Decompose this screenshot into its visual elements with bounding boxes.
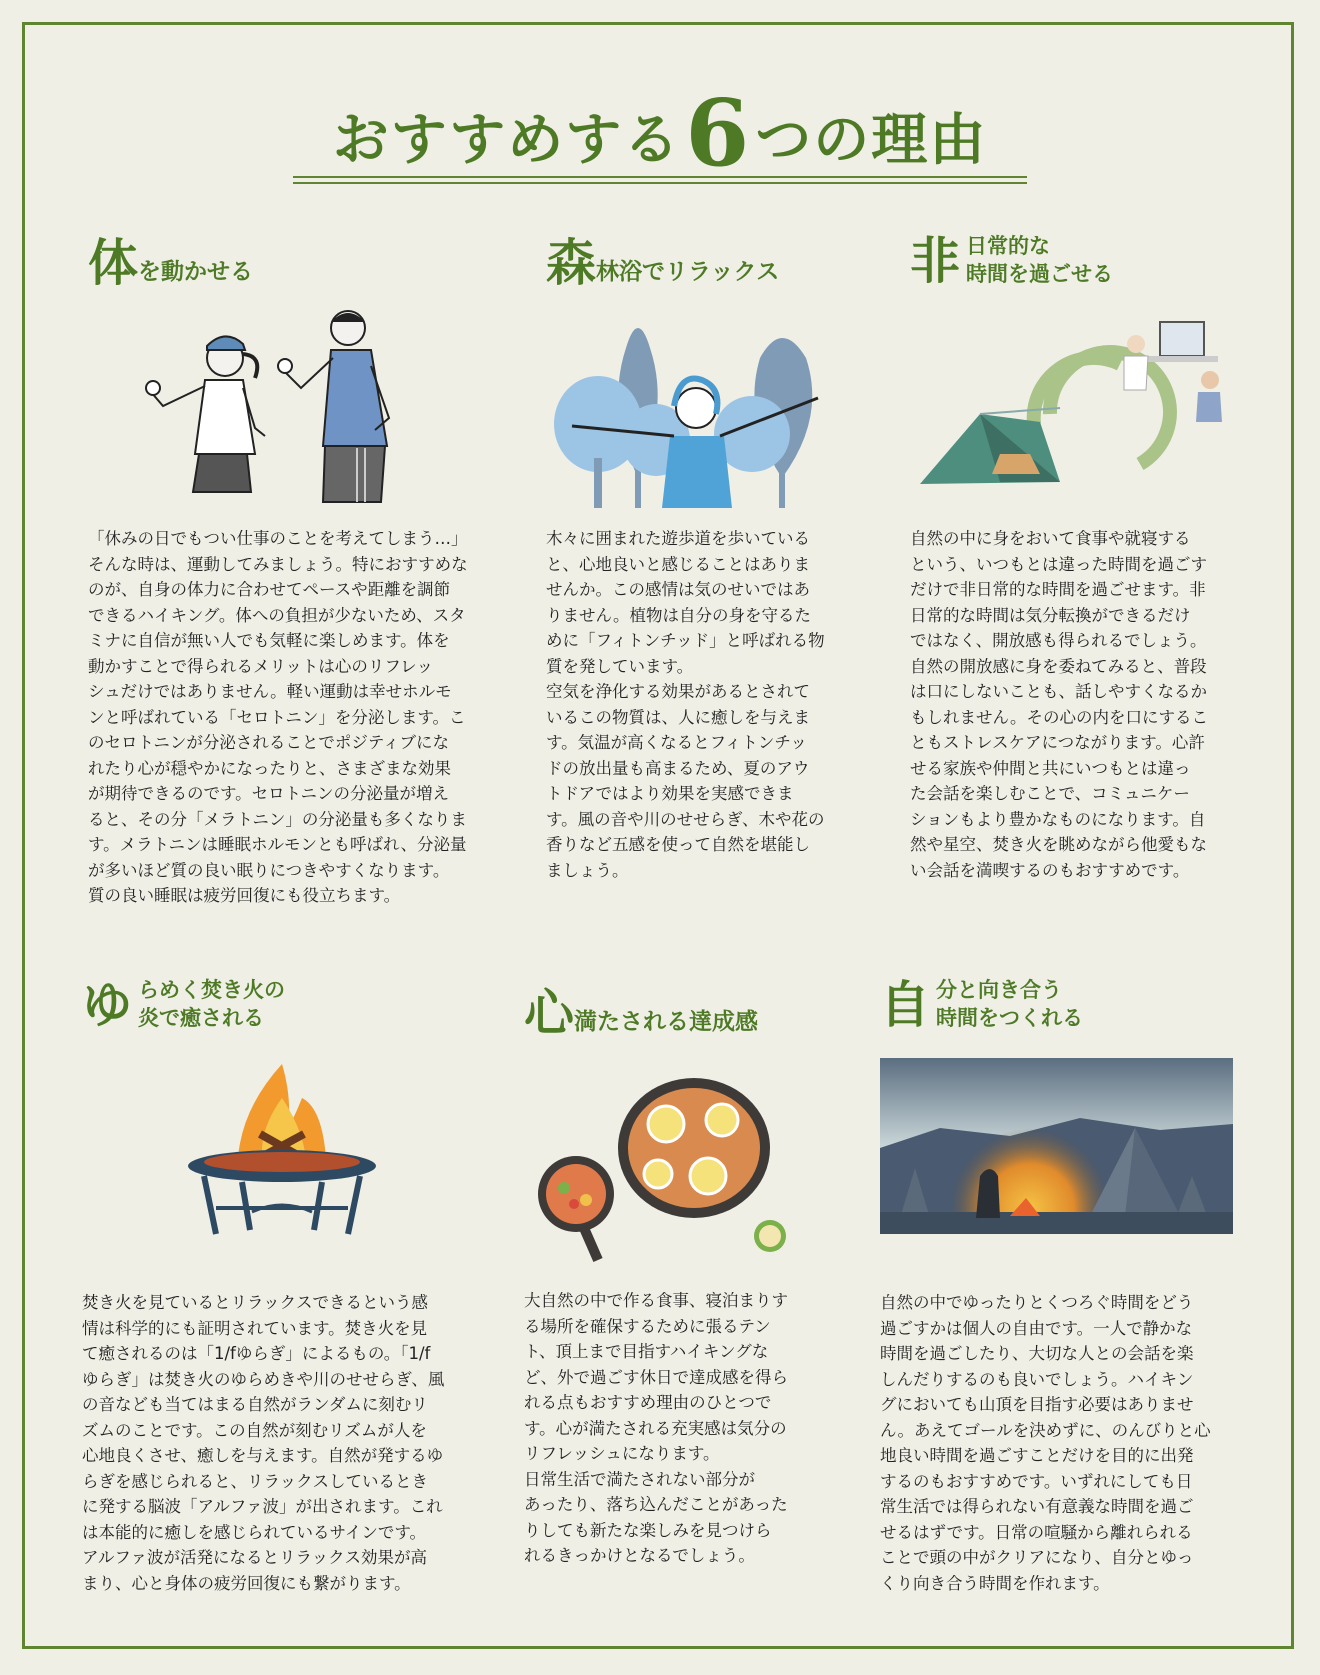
- reason-card-forest-bathing: [546, 233, 846, 916]
- runners-illustration: [143, 306, 423, 511]
- page-title: おすすめする6つの理由: [332, 79, 988, 187]
- card-heading: ゆ らめく焚き火の 炎で癒される: [82, 975, 285, 1034]
- title-underline: [293, 176, 1027, 184]
- reason-card-achievement: [524, 983, 834, 1606]
- card-body-text: 「休みの日でもつい仕事のことを考えてしまう…」 そんな時は、運動してみましょう。特におすすめな のが、自身の体力に合わせてペースや距離を調節 できるハイキング。体への負担が少ないため、スタ ミナに自信が無い人でも気軽に楽しめます。体を 動かすことで得られるメリットは心のリフレッ シュだけではありません。軽い運動は幸せホルモ ンと呼ばれている「セロトニン」を分泌します。こ のセロトニンが分泌されることでポジティブにな れたり心が穏やかになったりと、さまざまな効果 が期待できるのです。セロトニンの分泌量が増え ると、その分「メラトニン」の分泌量も多くなりま す。メラトニンは睡眠ホルモンとも呼ばれ、分泌量 が多いほど質の良い眠りにつきやすくなります。 質の良い睡眠は疲労回復にも役立ちます。: [88, 529, 468, 905]
- camp-cooking-illustration: [524, 1064, 814, 1264]
- card-body-text: 木々に囲まれた遊歩道を歩いている と、心地良いと感じることはありま せんか。この感情は気のせいではあ りません。植物は自分の身を守るた めに「フィトンチッド」と呼ばれる物 質を発しています。 空気を浄化する効果があるとされて いるこの物質は、人に癒しを与えま す。気温が高くなるとフィトンチッ ドの放出量も高まるため、夏のアウ トドアではより効果を実感できま す。風の音や川のせせらぎ、木や花の 香りなど五感を使って自然を堪能し ましょう。: [546, 529, 825, 880]
- reason-card-self-reflection: [880, 976, 1235, 1616]
- reason-card-exercise: [88, 233, 488, 916]
- reason-card-extraordinary: [910, 232, 1240, 912]
- card-heading: 森林浴でリラックス: [546, 233, 780, 292]
- card-body-text: 焚き火を見ているとリラックスできるという感 情は科学的にも証明されています。焚き火を見 て癒されるのは「1/fゆらぎ」によるもの。「1/f ゆらぎ」は焚き火のゆらめきや川のせせらぎ、風 の音なども当てはまる自然がランダムに刻むリ ズムのことです。この自然が刻むリズムが人を 心地良くさせ、癒しを与えます。自然が発するゆ らぎを感じられると、リラックスしているとき に発する脳波「アルファ波」が出されます。これ は本能的に癒しを感じられているサインです。 アルファ波が活発になるとリラックス効果が高 まり、心と身体の疲労回復にも繋がります。: [82, 1293, 445, 1593]
- card-body-text: 自然の中に身をおいて食事や就寝する という、いつもとは違った時間を過ごす だけで非日常的な時間を過ごせます。非 日常的な時間は気分転換ができるだけ ではなく、開放感も得られるでしょう。 自然の開放感に身を委ねてみると、普段 は口にしないことも、話しやすくなるか もしれません。その心の内を口にするこ ともストレスケアにつながります。心許 せる家族や仲間と共にいつもとは違っ た会話を楽しむことで、コミュニケー ションもより豊かなものになります。自 然や星空、焚き火を眺めながら他愛もな い会話を満喫するのもおすすめです。: [910, 529, 1208, 880]
- reason-card-bonfire: [82, 976, 482, 1616]
- forest-illustration: [546, 308, 846, 508]
- bonfire-illustration: [182, 1058, 382, 1246]
- night-camp-illustration: [880, 1058, 1233, 1234]
- camp-and-office-illustration: [910, 304, 1230, 504]
- card-heading: 自 分と向き合う 時間をつくれる: [880, 975, 1083, 1034]
- card-heading: 心満たされる達成感: [524, 983, 758, 1042]
- card-heading: 非 日常的な 時間を過ごせる: [910, 231, 1113, 290]
- card-body-text: 自然の中でゆったりとくつろぐ時間をどう 過ごすかは個人の自由です。一人で静かな 時間を過ごしたり、大切な人との会話を楽 しんだりするのも良いでしょう。ハイキン グにおいても山頂を目指す必要はありませ ん。あえてゴールを決めずに、のんびりと心 地良い時間を過ごすことだけを目的に出発 するのもおすすめです。いずれにしても日 常生活では得られない有意義な時間を過ご せるはずです。日常の喧騒から離れられる ことで頭の中がクリアになり、自分とゆっ くり向き合う時間を作れます。: [880, 1293, 1211, 1593]
- card-heading: 体を動かせる: [88, 233, 253, 292]
- card-body-text: 大自然の中で作る食事、寝泊まりす る場所を確保するために張るテン ト、頂上まで目指すハイキングな ど、外で過ごす休日で達成感を得ら れる点もおすすめ理由のひとつで す。心が満たされる充実感は気分の リフレッシュになります。 日常生活で満たされない部分が あったり、落ち込んだことがあった りしても新たな楽しみを見つけら れるきっかけとなるでしょう。: [524, 1291, 788, 1565]
